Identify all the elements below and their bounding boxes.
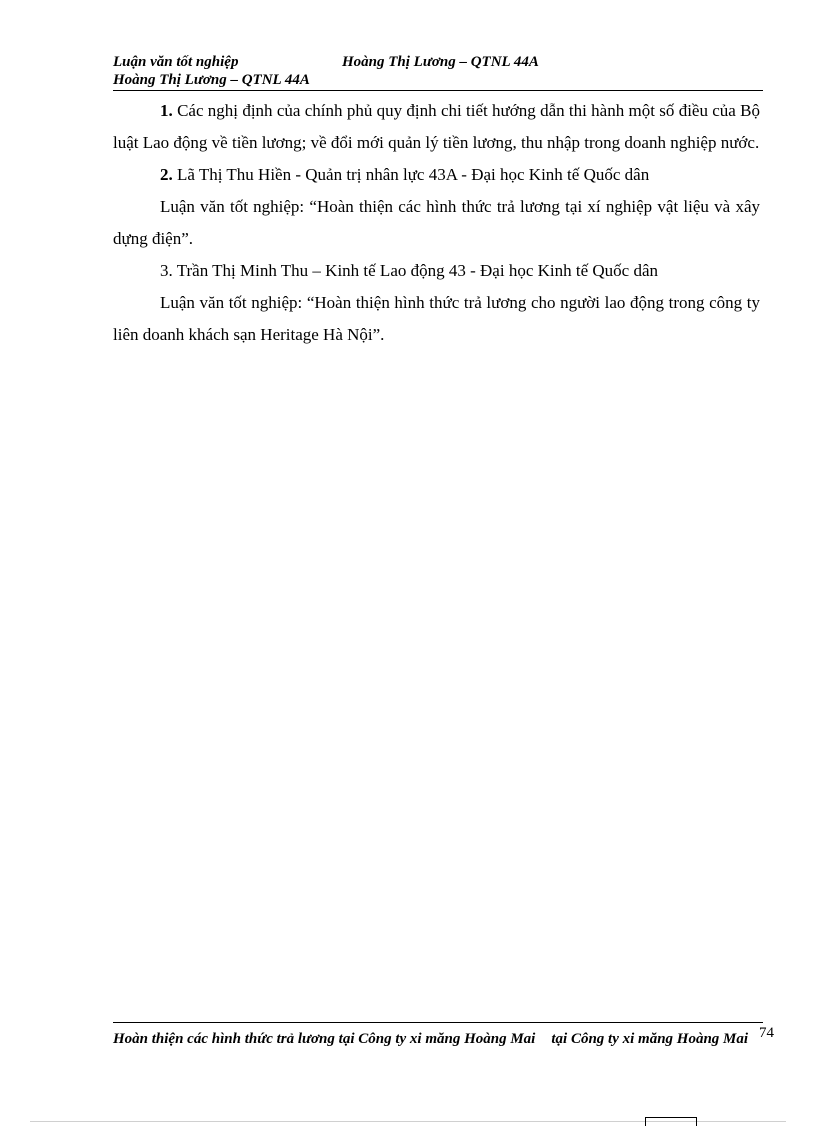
header-author: Hoàng Thị Lương – QTNL 44A	[342, 54, 539, 70]
footer-divider	[113, 1022, 763, 1023]
reference-item-3	[113, 255, 760, 287]
page-bottom-box	[645, 1117, 697, 1126]
reference-text: Các nghị định của chính phủ quy định chi tiết hướng dẫn thi hành một số điều của Bộ luật Lao động về tiền lương; về đổi mới quản lý tiền lương, thu nhập trong doanh nghiệp nước.	[113, 101, 760, 152]
reference-item-1	[113, 95, 760, 159]
footer-title: Hoàn thiện các hình thức trả lương tại Công ty xi măng Hoàng Mai	[113, 1031, 536, 1047]
footer-title-continued: tại Công ty xi măng Hoàng Mai	[551, 1031, 749, 1047]
header-author-repeat	[113, 71, 763, 91]
reference-detail-3: Luận văn tốt nghiệp: “Hoàn thiện hình thức trả lương cho người lao động trong công ty liên doanh khách sạn Heritage Hà Nội”.	[113, 293, 760, 344]
reference-item-2	[113, 159, 760, 191]
reference-number: 1.	[160, 101, 173, 120]
reference-detail-2: Luận văn tốt nghiệp: “Hoàn thiện các hình thức trả lương tại xí nghiệp vật liệu và xây dựng điện”.	[113, 197, 760, 248]
reference-text: Lã Thị Thu Hiền - Quản trị nhân lực 43A - Đại học Kinh tế Quốc dân	[177, 165, 650, 184]
running-footer	[113, 1027, 763, 1051]
reference-text: Trần Thị Minh Thu – Kinh tế Lao động 43 - Đại học Kinh tế Quốc dân	[176, 261, 658, 280]
header-title: Luận văn tốt nghiệp	[113, 54, 239, 70]
reference-number: 2.	[160, 165, 173, 184]
reference-list	[113, 95, 760, 351]
page-number: 74	[759, 1025, 774, 1041]
reference-number: 3.	[160, 261, 173, 280]
running-header	[113, 53, 763, 72]
header-author-repeat-text: Hoàng Thị Lương – QTNL 44A	[113, 72, 310, 88]
